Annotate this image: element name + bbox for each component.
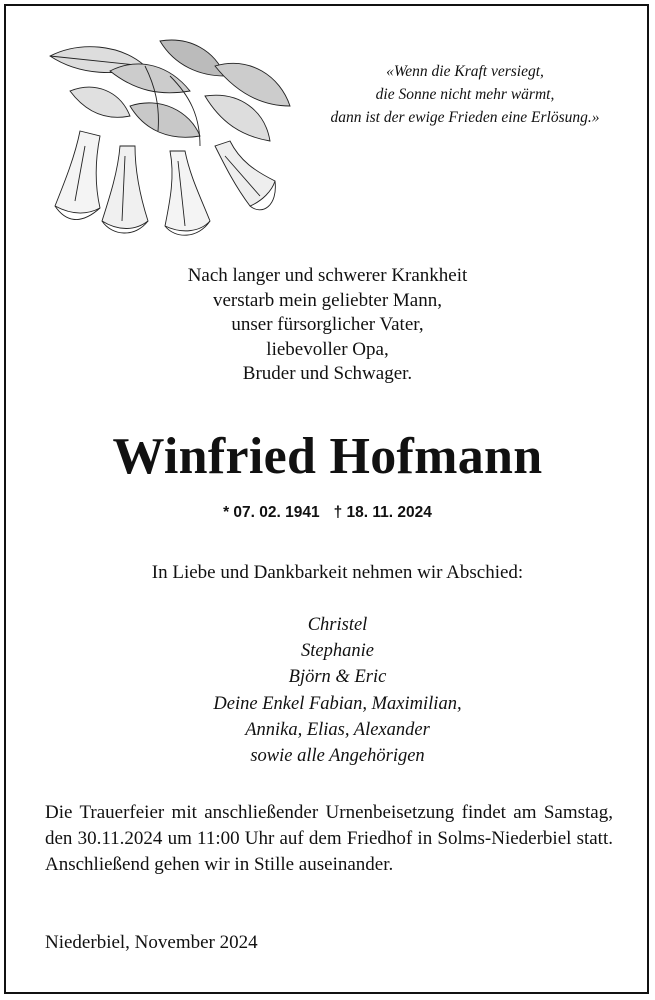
- intro-line: verstarb mein geliebter Mann,: [213, 289, 442, 311]
- family-line: Stephanie: [301, 641, 374, 662]
- farewell-text: In Liebe und Dankbarkeit nehmen wir Abschied:: [151, 562, 524, 583]
- intro-text: [0, 264, 655, 387]
- quote-line: dann ist der ewige Frieden eine Erlösung.»: [330, 109, 600, 126]
- birth-date: * 07. 02. 1941: [223, 504, 320, 521]
- place-date: Niederbiel, November 2024: [45, 932, 258, 953]
- quote-line: die Sonne nicht mehr wärmt,: [375, 86, 555, 103]
- intro-line: Bruder und Schwager.: [242, 363, 413, 384]
- deceased-name: Winfried Hofmann: [112, 428, 543, 485]
- brugmansia-flower-icon: [40, 36, 302, 241]
- death-date: † 18. 11. 2024: [333, 504, 432, 521]
- family-line: Annika, Elias, Alexander: [245, 719, 430, 740]
- service-info: Die Trauerfeier mit anschließender Urnenbeisetzung findet am Samstag, den 30.11.2024 um 11:00 Uhr auf dem Friedhof in Solms-Niederbiel statt. Anschließend gehen wir in Stille auseinander.: [45, 802, 613, 875]
- family-list: [0, 612, 655, 769]
- life-dates: [0, 500, 655, 526]
- family-line: Christel: [307, 615, 368, 635]
- intro-line: liebevoller Opa,: [266, 338, 389, 360]
- family-line: Björn & Eric: [288, 667, 387, 688]
- family-line: Deine Enkel Fabian, Maximilian,: [213, 693, 462, 714]
- family-line: sowie alle Angehörigen: [250, 746, 425, 767]
- intro-line: Nach langer und schwerer Krankheit: [187, 265, 468, 286]
- quote-line: «Wenn die Kraft versiegt,: [386, 63, 544, 80]
- intro-line: unser fürsorglicher Vater,: [231, 314, 424, 335]
- quote: [300, 60, 630, 129]
